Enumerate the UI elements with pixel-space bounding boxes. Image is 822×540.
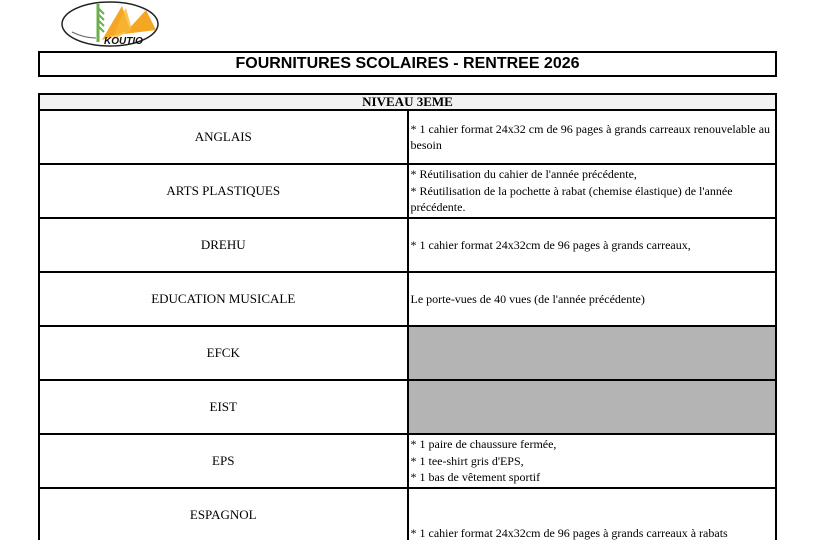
- table-row: [39, 434, 776, 488]
- supply-item: Le porte-vues de 40 vues (de l'année précédente): [410, 291, 645, 306]
- supply-item: * 1 cahier format 24x32 cm de 96 pages à grands carreaux renouvelable au besoin: [410, 121, 771, 152]
- level-header-row: [39, 94, 776, 110]
- subject-cell: ESPAGNOL: [39, 488, 408, 540]
- items-cell: [408, 434, 777, 488]
- supply-item: * 1 bas de vêtement sportif: [410, 470, 541, 485]
- supply-item: * Réutilisation du cahier de l'année précédente,: [410, 167, 637, 182]
- table-row: [39, 272, 776, 326]
- supply-item: * 1 tee-shirt gris d'EPS,: [410, 453, 524, 468]
- svg-text:KOUTIO: KOUTIO: [104, 36, 143, 47]
- supply-item: * 1 cahier format 24x32cm de 96 pages à grands carreaux à rabats: [410, 525, 728, 540]
- subject-cell: EIST: [39, 380, 408, 434]
- table-row: [39, 380, 776, 434]
- supply-item: * 1 cahier format 24x32cm de 96 pages à grands carreaux,: [410, 237, 691, 252]
- subject-cell: EDUCATION MUSICALE: [39, 272, 408, 326]
- empty-items-cell: [408, 326, 777, 380]
- table-row: [39, 488, 776, 540]
- page-title: FOURNITURES SCOLAIRES - RENTREE 2026: [38, 51, 777, 77]
- items-cell: [408, 218, 777, 272]
- table-row: [39, 326, 776, 380]
- items-cell: [408, 272, 777, 326]
- table-row: [39, 164, 776, 218]
- koutio-logo-icon: [60, 0, 160, 48]
- items-cell: [408, 164, 777, 218]
- items-cell: [408, 488, 777, 540]
- items-cell: [408, 110, 777, 164]
- table-row: [39, 110, 776, 164]
- subject-cell: ANGLAIS: [39, 110, 408, 164]
- supplies-table-body: [39, 110, 776, 540]
- table-row: [39, 218, 776, 272]
- subject-cell: EFCK: [39, 326, 408, 380]
- subject-cell: ARTS PLASTIQUES: [39, 164, 408, 218]
- level-header: NIVEAU 3EME: [39, 94, 776, 110]
- supply-item: * 1 paire de chaussure fermée,: [410, 437, 557, 452]
- empty-items-cell: [408, 380, 777, 434]
- subject-cell: DREHU: [39, 218, 408, 272]
- subject-cell: EPS: [39, 434, 408, 488]
- supplies-table: [38, 93, 777, 540]
- supply-item: * Réutilisation de la pochette à rabat (chemise élastique) de l'année précédente.: [410, 183, 733, 215]
